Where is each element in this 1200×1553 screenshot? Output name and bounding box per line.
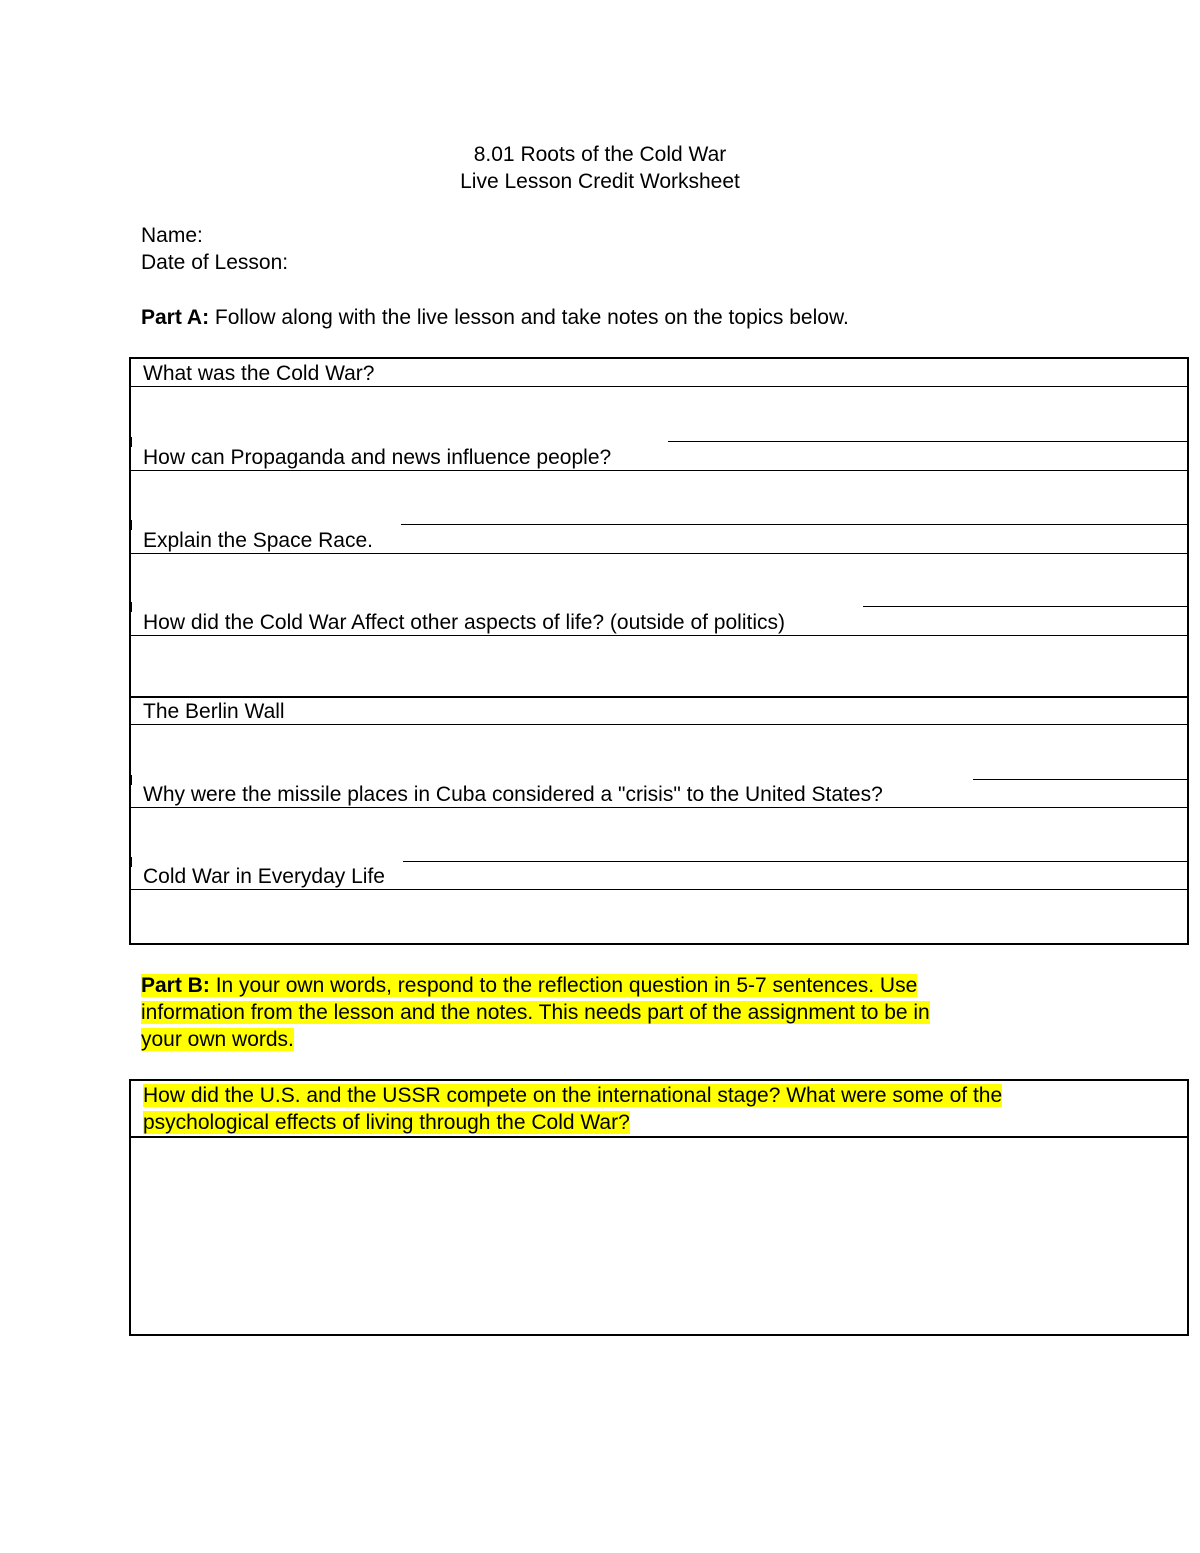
tick: [131, 857, 132, 867]
reflection-answer-area[interactable]: [131, 1138, 1187, 1334]
row-divider: [403, 861, 1189, 862]
part-b-line-2: information from the lesson and the notes. This needs part of the assignment to be in: [141, 1001, 930, 1024]
topic-cold-war: What was the Cold War?: [143, 362, 375, 385]
row-divider: [131, 696, 1189, 698]
part-b-line-3: your own words.: [141, 1028, 294, 1051]
row-divider: [131, 553, 1189, 554]
reflection-line-2: psychological effects of living through the Cold War?: [143, 1111, 630, 1134]
tick: [131, 520, 132, 530]
tick: [131, 775, 132, 785]
notes-table: [129, 357, 1189, 945]
topic-berlin-wall: The Berlin Wall: [143, 700, 285, 723]
row-divider: [401, 386, 1189, 387]
worksheet-subtitle: Live Lesson Credit Worksheet: [460, 170, 740, 193]
row-divider: [401, 524, 1189, 525]
part-a-text: Follow along with the live lesson and take notes on the topics below.: [209, 306, 849, 329]
part-b-line-1: In your own words, respond to the reflection question in 5-7 sentences. Use: [209, 974, 918, 997]
part-a-label: Part A:: [141, 306, 210, 329]
name-label: Name:: [141, 224, 203, 247]
row-divider: [131, 724, 1189, 725]
row-divider: [131, 470, 1189, 471]
tick: [131, 437, 132, 447]
reflection-box: [129, 1079, 1189, 1336]
topic-everyday-life: Cold War in Everyday Life: [143, 865, 385, 888]
row-divider: [863, 606, 1189, 607]
tick: [131, 602, 132, 612]
topic-cuba: Why were the missile places in Cuba considered a "crisis" to the United States?: [143, 783, 883, 806]
row-divider: [973, 779, 1189, 780]
reflection-question: [143, 1082, 1002, 1136]
underline: [131, 386, 401, 387]
topic-other-aspects: How did the Cold War Affect other aspects of life? (outside of politics): [143, 611, 785, 634]
reflection-line-1: How did the U.S. and the USSR compete on the international stage? What were some of the: [143, 1084, 1003, 1107]
topic-space-race: Explain the Space Race.: [143, 529, 373, 552]
worksheet-title: 8.01 Roots of the Cold War: [473, 143, 727, 166]
row-divider: [131, 807, 1189, 808]
part-b-label: Part B:: [141, 974, 210, 997]
topic-propaganda: How can Propaganda and news influence people?: [143, 446, 612, 469]
row-divider: [668, 441, 1189, 442]
date-label: Date of Lesson:: [141, 251, 289, 274]
row-divider: [131, 889, 1189, 890]
row-divider: [131, 635, 1189, 636]
part-a-instructions: [141, 306, 849, 330]
part-b-instructions: [141, 972, 930, 1053]
